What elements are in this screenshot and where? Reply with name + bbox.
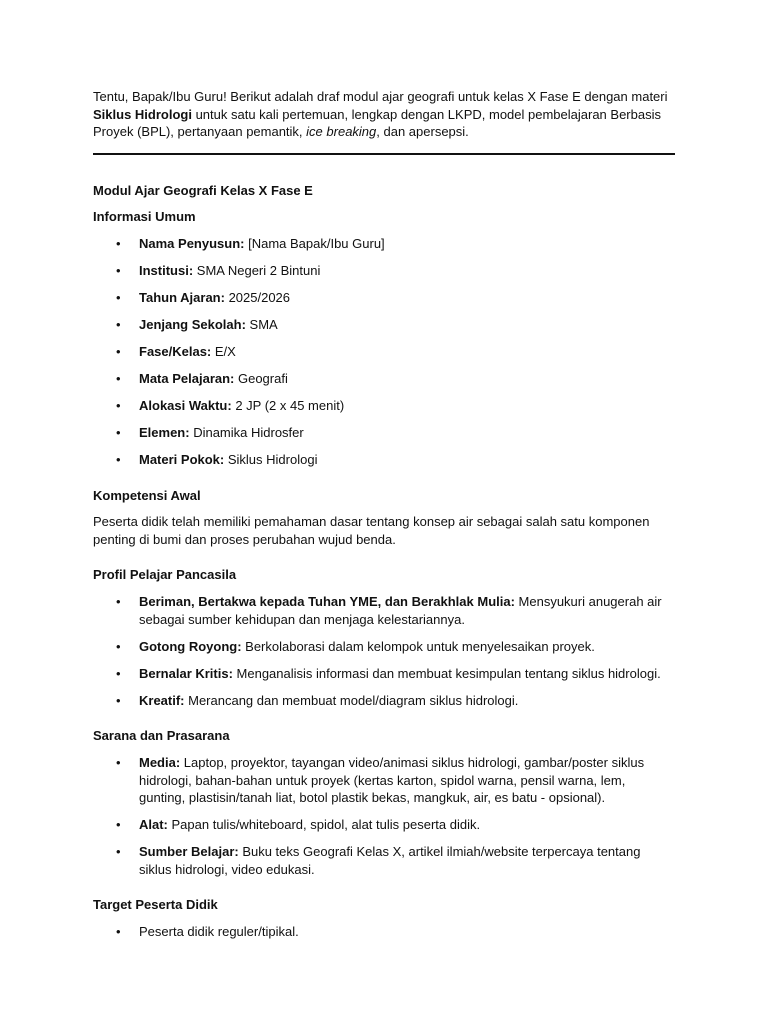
item-value: SMA Negeri 2 Bintuni [193,263,321,278]
bullet-icon: • [116,452,121,467]
bullet-icon: • [116,844,121,859]
item-value: Papan tulis/whiteboard, spidol, alat tulis peserta didik. [167,817,481,832]
item-value: Siklus Hidrologi [224,452,318,467]
item-value: SMA [245,317,278,332]
list-item [93,289,673,307]
intro-paragraph [93,88,675,141]
list-item [93,235,673,253]
bullet-icon: • [116,425,121,440]
item-value: Merancang dan membuat model/diagram siklus hidrologi. [184,692,519,708]
kompetensi-awal-text: Peserta didik telah memiliki pemahaman dasar tentang konsep air sebagai salah satu komponen penting di bumi dan proses perubahan wujud benda. [93,514,650,547]
bullet-icon: • [116,817,121,832]
item-label: Nama Penyusun: [139,236,245,251]
item-label: Tahun Ajaran: [139,290,225,305]
item-value: [Nama Bapak/Ibu Guru] [244,236,385,251]
module-title: Modul Ajar Geografi Kelas X Fase E [93,182,313,198]
list-profil-pelajar [93,593,675,709]
item-label: Alokasi Waktu: [139,398,232,413]
list-item [93,424,673,442]
list-item [93,397,673,415]
item-value: Peserta didik reguler/tipikal. [139,924,299,939]
bullet-icon: • [116,317,121,332]
list-item [93,665,673,683]
horizontal-divider [93,153,675,155]
item-label: Materi Pokok: [139,452,225,467]
item-value: 2 JP (2 x 45 menit) [231,398,345,413]
item-value: Laptop, proyektor, tayangan video/animasi siklus hidrologi, gambar/poster siklus hidrologi, bahan-bahan untuk proyek (kertas karton, spidol warna, pensil warna, lem, gunting, plastisin/tanah liat, botol plastik bekas, mangkuk, air, es batu - opsional). [139,755,645,805]
bullet-icon: • [116,755,121,770]
bullet-icon: • [116,290,121,305]
item-label: Mata Pelajaran: [139,371,235,386]
list-item [93,692,673,710]
item-label: Elemen: [139,425,190,440]
bullet-icon: • [116,665,121,681]
bullet-icon: • [116,371,121,386]
bullet-icon: • [116,924,121,939]
item-label: Gotong Royong: [139,638,242,654]
item-label: Beriman, Bertakwa kepada Tuhan YME, dan Berakhlak Mulia: [139,594,515,609]
item-label: Institusi: [139,263,194,278]
item-label: Media: [139,755,181,770]
list-item [93,343,673,361]
list-item [93,593,673,628]
section-heading-informasi-umum: Informasi Umum [93,209,196,224]
bullet-icon: • [116,398,121,413]
item-value: Buku teks Geografi Kelas X, artikel ilmiah/website terpercaya tentang siklus hidrologi, video edukasi. [139,844,641,877]
section-heading-profil-pelajar: Profil Pelajar Pancasila [93,567,237,582]
list-item [93,638,673,656]
list-item [93,816,673,834]
item-label: Fase/Kelas: [139,344,212,359]
item-label: Alat: [139,817,168,832]
item-value: Berkolaborasi dalam kelompok untuk menyelesaikan proyek. [241,638,595,654]
list-informasi-umum [93,235,675,469]
intro-text: untuk satu kali pertemuan, lengkap dengan LKPD, model pembelajaran Berbasis Proyek (BPL), pertanyaan pemantik, [93,106,661,139]
list-item [93,370,673,388]
item-value: 2025/2026 [224,290,291,305]
item-value: Mensyukuri anugerah air sebagai sumber kehidupan dan menjaga kelestariannya. [139,594,662,627]
intro-text: Tentu, Bapak/Ibu Guru! Berikut adalah draf modul ajar geografi untuk kelas X Fase E dengan materi [93,89,668,104]
list-item [93,923,673,941]
section-heading-kompetensi-awal: Kompetensi Awal [93,487,201,503]
bullet-icon: • [116,344,121,359]
item-label: Jenjang Sekolah: [139,317,246,332]
intro-italic-term: ice breaking [306,124,377,139]
list-sarana [93,754,675,878]
item-label: Sumber Belajar: [139,844,239,859]
bullet-icon: • [116,594,121,609]
item-label: Kreatif: [139,692,185,708]
list-item [93,451,673,469]
list-item [93,754,673,807]
item-value: E/X [211,344,236,359]
list-item [93,262,673,280]
item-label: Bernalar Kritis: [139,665,233,681]
item-value: Menganalisis informasi dan membuat kesimpulan tentang siklus hidrologi. [232,665,661,681]
bullet-icon: • [116,692,121,708]
section-heading-sarana: Sarana dan Prasarana [93,728,230,743]
section-heading-target: Target Peserta Didik [93,897,218,912]
list-target [93,923,675,941]
item-value: Dinamika Hidrosfer [189,425,304,440]
intro-bold-topic: Siklus Hidrologi [93,106,192,122]
list-item [93,316,673,334]
bullet-icon: • [116,263,121,278]
bullet-icon: • [116,638,121,654]
intro-text: , dan apersepsi. [376,124,469,139]
item-value: Geografi [234,371,288,386]
list-item [93,843,673,878]
bullet-icon: • [116,236,121,251]
